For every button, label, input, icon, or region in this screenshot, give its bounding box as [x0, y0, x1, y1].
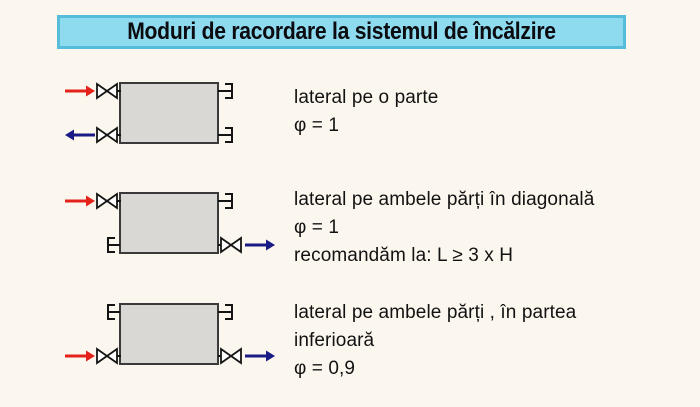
caption-lateral-one-side [294, 84, 438, 140]
cap-plug-icon [108, 305, 120, 319]
valve-icon [218, 238, 241, 252]
cap-fitting [108, 305, 120, 319]
return-arrow-icon [245, 240, 275, 251]
cap-fitting [108, 238, 120, 252]
valve-in-fitting [65, 194, 121, 208]
return-arrow-icon [245, 351, 275, 362]
caption-diagonal-both-sides [294, 186, 594, 270]
cap-plug-icon [218, 305, 232, 319]
caption-line-recommendation: recomandăm la: L ≥ 3 x H [294, 245, 514, 266]
radiator-diagram-bottom-both-sides [56, 290, 286, 382]
cap-fitting [218, 128, 232, 142]
valve-out-right-fitting [218, 238, 275, 252]
valve-icon [97, 349, 121, 363]
return-arrow-icon [65, 130, 95, 141]
radiator-body [120, 83, 218, 143]
valve-in-fitting [65, 349, 121, 363]
caption-line: inferioară [294, 330, 375, 351]
cap-plug-icon [218, 84, 232, 98]
cap-plug-icon [218, 194, 232, 208]
caption-bottom-both-sides [294, 299, 576, 383]
cap-fitting [218, 84, 232, 98]
radiator-diagram-lateral-one-side [56, 69, 286, 161]
caption-line-phi: φ = 0,9 [294, 358, 356, 379]
cap-fitting [218, 305, 232, 319]
supply-arrow-icon [65, 86, 95, 97]
caption-line-phi: φ = 1 [294, 115, 340, 136]
radiator-diagram-diagonal-both-sides [56, 179, 286, 271]
supply-arrow-icon [65, 351, 95, 362]
title-banner [57, 15, 626, 49]
cap-plug-icon [108, 238, 120, 252]
valve-icon [97, 84, 121, 98]
supply-arrow-icon [65, 196, 95, 207]
valve-icon [97, 128, 121, 142]
radiator-body [120, 193, 218, 253]
valve-in-fitting [65, 84, 121, 98]
caption-line: lateral pe ambele părți , în partea [294, 302, 577, 323]
page-title: Moduri de racordare la sistemul de încălzire [127, 18, 556, 45]
caption-line: lateral pe ambele părți în diagonală [294, 189, 595, 210]
caption-line-phi: φ = 1 [294, 217, 340, 238]
radiator-body [120, 304, 218, 364]
valve-icon [97, 194, 121, 208]
valve-out-right-fitting [218, 349, 275, 363]
valve-icon [218, 349, 241, 363]
valve-out-left-fitting [65, 128, 121, 142]
cap-plug-icon [218, 128, 232, 142]
caption-line: lateral pe o parte [294, 87, 439, 108]
cap-fitting [218, 194, 232, 208]
